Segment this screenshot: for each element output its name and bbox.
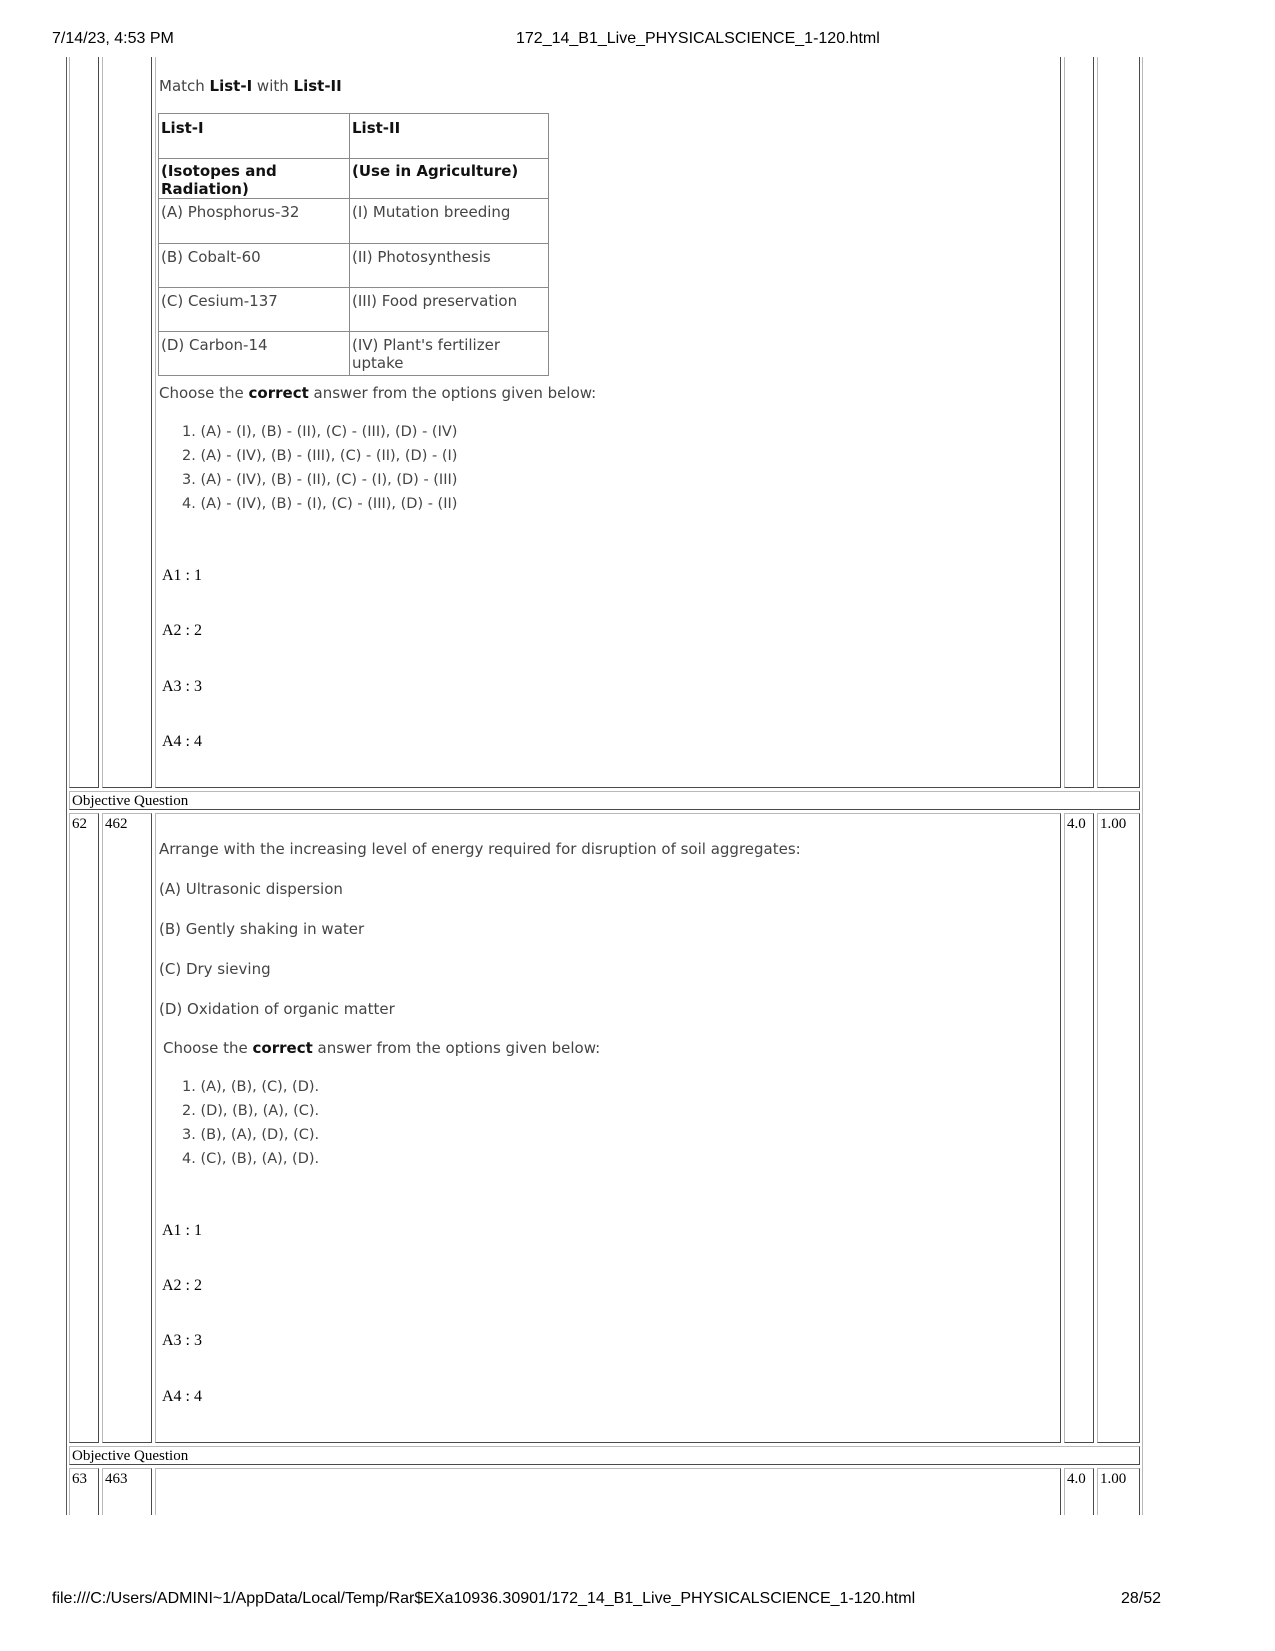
table-cell: (C) Cesium-137 bbox=[159, 288, 350, 332]
q61-intro: Match List-I with List-II bbox=[159, 77, 342, 95]
q61-sno-cell bbox=[69, 57, 99, 788]
table-cell: (I) Mutation breeding bbox=[350, 199, 549, 244]
q62-item-b: (B) Gently shaking in water bbox=[159, 920, 365, 938]
q61-answer-1: A1 : 1 bbox=[162, 567, 202, 584]
q62-item-c: (C) Dry sieving bbox=[159, 960, 271, 978]
q61-answer-3: A3 : 3 bbox=[162, 678, 202, 695]
q62-option-1: 1. (A), (B), (C), (D). bbox=[182, 1079, 320, 1095]
q61-answer-4: A4 : 4 bbox=[162, 733, 202, 750]
objective-question-label: Objective Question bbox=[69, 1446, 1140, 1465]
table-header-list1: List-I bbox=[159, 114, 350, 159]
table-cell: (II) Photosynthesis bbox=[350, 244, 549, 288]
q61-choose-instruction: Choose the correct answer from the options given below: bbox=[159, 384, 597, 402]
q63-marks-cell: 4.0 bbox=[1064, 1468, 1094, 1515]
q62-option-4: 4. (C), (B), (A), (D). bbox=[182, 1151, 320, 1167]
q61-option-4: 4. (A) - (IV), (B) - (I), (C) - (III), (D) - (II) bbox=[182, 496, 458, 512]
q62-answer-1: A1 : 1 bbox=[162, 1222, 202, 1239]
q62-item-d: (D) Oxidation of organic matter bbox=[159, 1000, 395, 1018]
q61-option-1: 1. (A) - (I), (B) - (II), (C) - (III), (D) - (IV) bbox=[182, 424, 458, 440]
table-header-list2: List-II bbox=[350, 114, 549, 159]
table-subheader-list1: (Isotopes and Radiation) bbox=[159, 159, 350, 199]
print-doc-title: 172_14_B1_Live_PHYSICALSCIENCE_1-120.html bbox=[516, 30, 880, 47]
q61-option-2: 2. (A) - (IV), (B) - (III), (C) - (II), (D) - (I) bbox=[182, 448, 458, 464]
q62-marks-cell: 4.0 bbox=[1064, 813, 1094, 1443]
print-file-path: file:///C:/Users/ADMINI~1/AppData/Local/Temp/Rar$EXa10936.30901/172_14_B1_Live_PHYSICALSCIENCE_1-120.html bbox=[52, 1590, 916, 1607]
q62-option-2: 2. (D), (B), (A), (C). bbox=[182, 1103, 320, 1119]
table-subheader-list2: (Use in Agriculture) bbox=[350, 159, 549, 199]
q62-option-3: 3. (B), (A), (D), (C). bbox=[182, 1127, 320, 1143]
q61-negative-cell bbox=[1097, 57, 1140, 788]
q62-sno-cell: 62 bbox=[69, 813, 99, 1443]
print-datetime: 7/14/23, 4:53 PM bbox=[52, 30, 174, 47]
table-cell: (IV) Plant's fertilizer uptake bbox=[350, 332, 549, 376]
q62-stem: Arrange with the increasing level of energy required for disruption of soil aggregates: bbox=[159, 840, 801, 858]
q62-qid-cell: 462 bbox=[102, 813, 152, 1443]
table-cell: (III) Food preservation bbox=[350, 288, 549, 332]
q63-negative-cell: 1.00 bbox=[1097, 1468, 1140, 1515]
q61-marks-cell bbox=[1064, 57, 1094, 788]
table-cell: (A) Phosphorus-32 bbox=[159, 199, 350, 244]
q62-item-a: (A) Ultrasonic dispersion bbox=[159, 880, 343, 898]
q61-qid-cell bbox=[102, 57, 152, 788]
q62-answer-3: A3 : 3 bbox=[162, 1332, 202, 1349]
q62-negative-cell: 1.00 bbox=[1097, 813, 1140, 1443]
q61-answer-2: A2 : 2 bbox=[162, 622, 202, 639]
q62-answer-2: A2 : 2 bbox=[162, 1277, 202, 1294]
q61-option-3: 3. (A) - (IV), (B) - (II), (C) - (I), (D) - (III) bbox=[182, 472, 458, 488]
table-cell: (D) Carbon-14 bbox=[159, 332, 350, 376]
q63-question-cell bbox=[155, 1468, 1061, 1515]
print-page-number: 28/52 bbox=[1121, 1590, 1162, 1607]
q63-qid-cell: 463 bbox=[102, 1468, 152, 1515]
q61-match-table bbox=[158, 113, 549, 376]
q62-choose-instruction: Choose the correct answer from the options given below: bbox=[163, 1039, 601, 1057]
q62-answer-4: A4 : 4 bbox=[162, 1388, 202, 1405]
q63-sno-cell: 63 bbox=[69, 1468, 99, 1515]
objective-question-label: Objective Question bbox=[69, 791, 1140, 810]
table-cell: (B) Cobalt-60 bbox=[159, 244, 350, 288]
